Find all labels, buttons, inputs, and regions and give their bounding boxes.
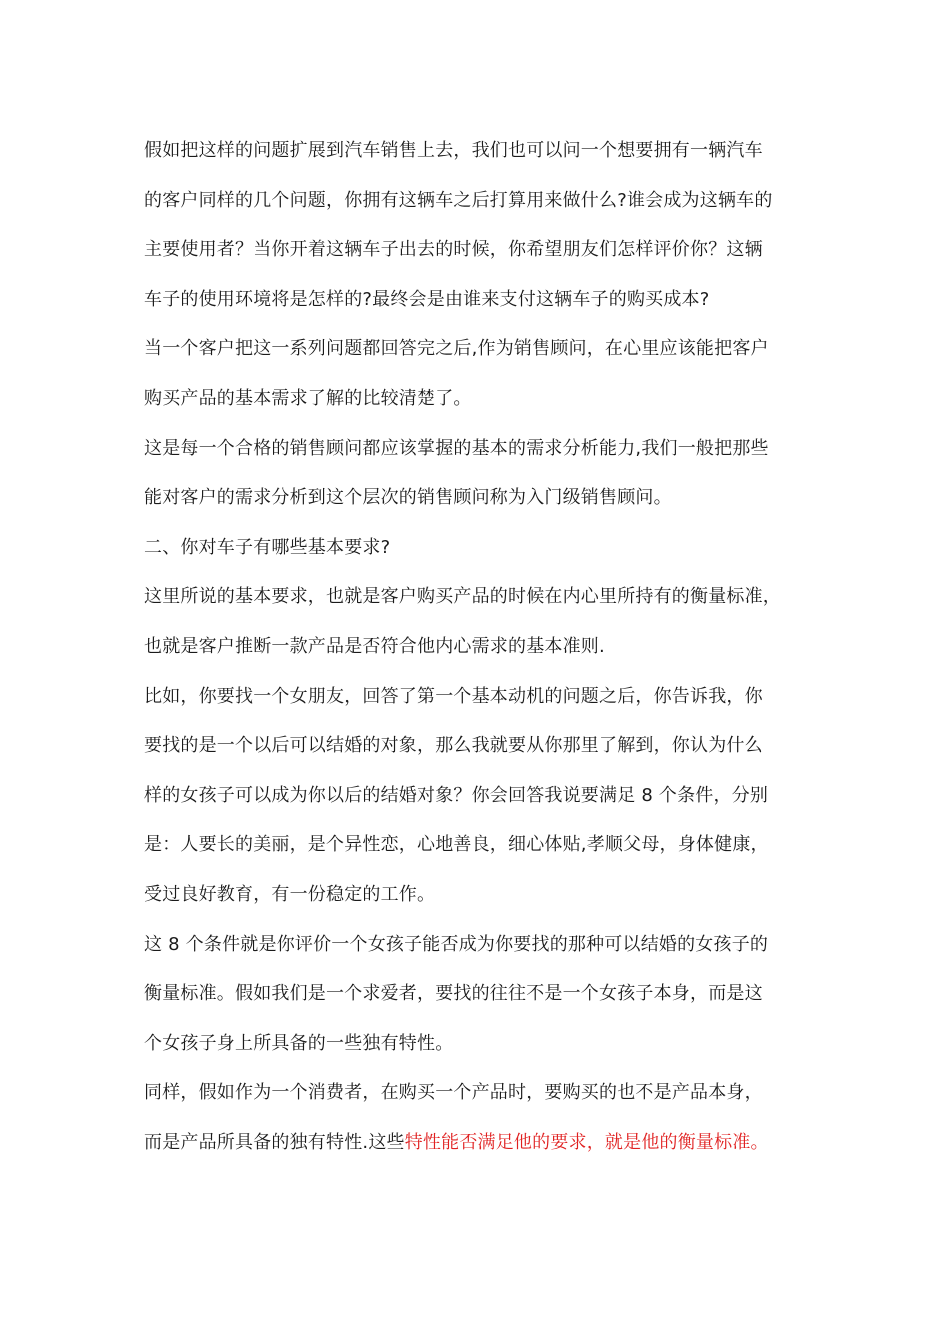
highlighted-text: 特性能否满足他的要求，就是他的衡量标准。 (404, 1131, 769, 1153)
section-heading: 二、你对车子有哪些基本要求? (144, 536, 391, 558)
text-line: 这 8 个条件就是你评价一个女孩子能否成为你要找的那种可以结婚的女孩子的 (144, 933, 769, 955)
text-line: 受过良好教育，有一份稳定的工作。 (144, 883, 436, 905)
text-line: 样的女孩子可以成为你以后的结婚对象？你会回答我说要满足 8 个条件，分别 (144, 784, 769, 806)
text-line: 的客户同样的几个问题，你拥有这辆车之后打算用来做什么?谁会成为这辆车的 (144, 189, 773, 211)
text-line: 这是每一个合格的销售顾问都应该掌握的基本的需求分析能力,我们一般把那些 (144, 437, 769, 459)
text-line: 假如把这样的问题扩展到汽车销售上去，我们也可以问一个想要拥有一辆汽车 (144, 140, 763, 161)
text-line: 主要使用者？当你开着这辆车子出去的时候，你希望朋友们怎样评价你？这辆 (144, 239, 763, 261)
text-line-final (144, 1118, 814, 1168)
text-line: 同样，假如作为一个消费者，在购买一个产品时，要购买的也不是产品本身， (144, 1082, 763, 1104)
text-line: 比如，你要找一个女朋友，回答了第一个基本动机的问题之后，你告诉我，你 (144, 685, 763, 707)
text-line: 能对客户的需求分析到这个层次的销售顾问称为入门级销售顾问。 (144, 487, 672, 509)
text-line: 是：人要长的美丽，是个异性恋，心地善良，细心体贴,孝顺父母，身体健康， (144, 834, 769, 856)
text-line: 这里所说的基本要求，也就是客户购买产品的时候在内心里所持有的衡量标准， (144, 586, 781, 608)
text-line: 车子的使用环境将是怎样的?最终会是由谁来支付这辆车子的购买成本? (144, 288, 710, 310)
text-line: 也就是客户推断一款产品是否符合他内心需求的基本准则. (144, 635, 605, 657)
text-line: 购买产品的基本需求了解的比较清楚了。 (144, 387, 472, 409)
document-body (144, 126, 814, 1167)
final-line-normal-text: 而是产品所具备的独有特性.这些 (144, 1131, 405, 1153)
text-line: 个女孩子身上所具备的一些独有特性。 (144, 1032, 454, 1054)
text-line: 当一个客户把这一系列问题都回答完之后,作为销售顾问，在心里应该能把客户 (144, 338, 769, 360)
text-line: 要找的是一个以后可以结婚的对象，那么我就要从你那里了解到，你认为什么 (144, 735, 763, 757)
text-line: 衡量标准。假如我们是一个求爱者，要找的往往不是一个女孩子本身，而是这 (144, 983, 763, 1005)
